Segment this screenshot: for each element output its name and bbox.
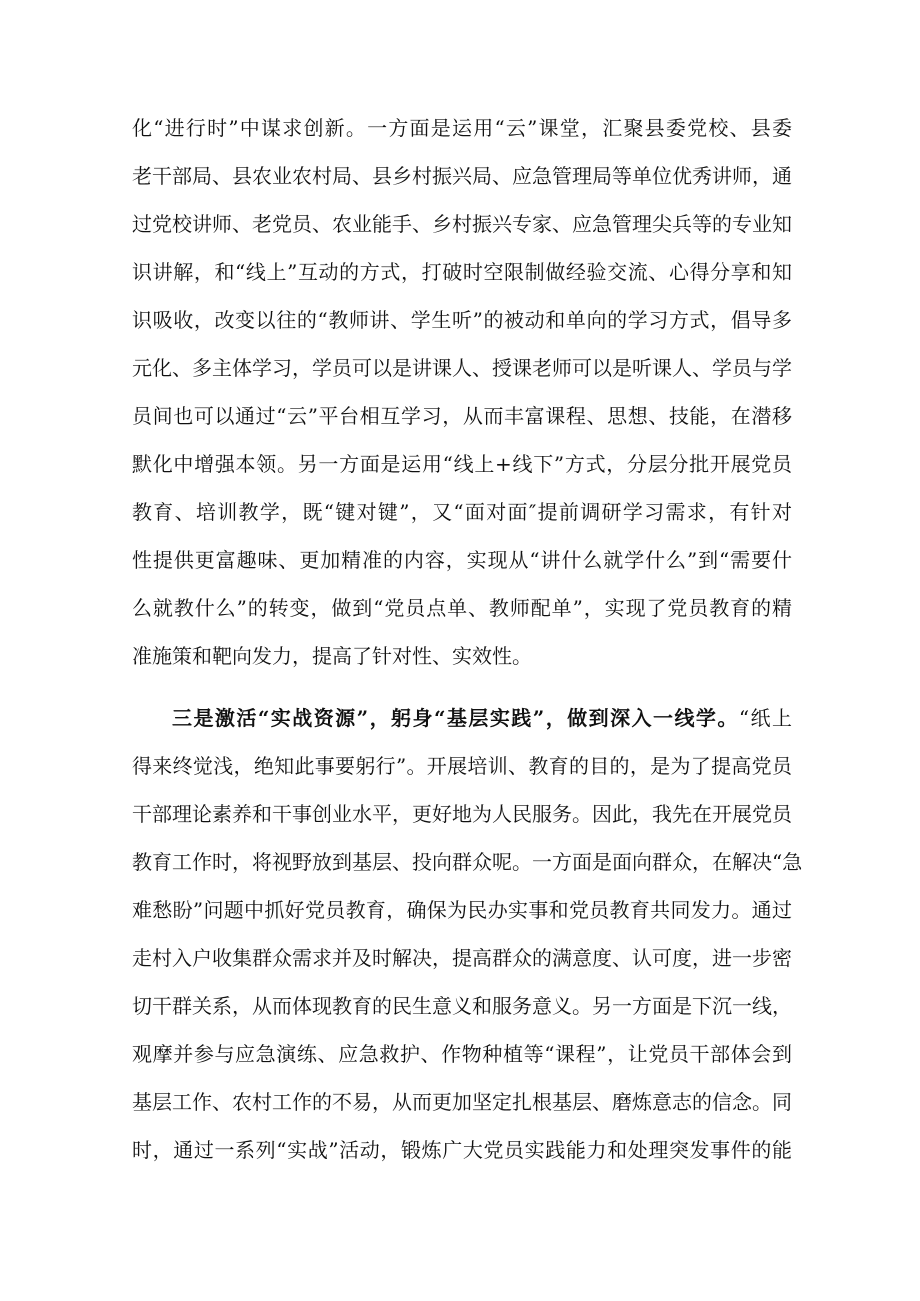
paragraph-line: 默化中增强本领。另一方面是运用“线上+线下”方式，分层分批开展党员	[132, 452, 792, 476]
paragraph-line: 员间也可以通过“云”平台相互学习，从而丰富课程、思想、技能，在潜移	[132, 404, 792, 428]
paragraph-line: 准施策和靶向发力，提高了针对性、实效性。	[132, 644, 532, 668]
paragraph-line: 识讲解，和“线上”互动的方式，打破时空限制做经验交流、心得分享和知	[132, 260, 792, 284]
paragraph-line: 基层工作、农村工作的不易，从而更加坚定扎根基层、磨炼意志的信念。同	[132, 1090, 792, 1114]
paragraph-line: 识吸收，改变以往的“教师讲、学生听”的被动和单向的学习方式，倡导多	[132, 308, 792, 332]
paragraph-line: 时，通过一系列“实战”活动，锻炼广大党员实践能力和处理突发事件的能	[132, 1138, 792, 1162]
paragraph-line: 么就教什么”的转变，做到“党员点单、教师配单”，实现了党员教育的精	[132, 596, 792, 620]
paragraph-line: 性提供更富趣味、更加精准的内容，实现从“讲什么就学什么”到“需要什	[132, 548, 792, 572]
paragraph-first-line	[172, 698, 792, 738]
paragraph-line: 教育、培训教学，既“键对键”，又“面对面″提前调研学习需求，有针对	[132, 500, 792, 524]
paragraph-line: 走村入户收集群众需求并及时解决，提高群众的满意度、认可度，进一步密	[132, 946, 792, 970]
paragraph-line: 干部理论素养和干事创业水平，更好地为人民服务。因此，我先在开展党员	[132, 802, 792, 826]
paragraph-line: 化“进行时”中谋求创新。一方面是运用“云”课堂，汇聚县委党校、县委	[132, 116, 792, 140]
paragraph-line: 过党校讲师、老党员、农业能手、乡村振兴专家、应急管理尖兵等的专业知	[132, 212, 792, 236]
paragraph-line: 元化、多主体学习，学员可以是讲课人、授课老师可以是听课人、学员与学	[132, 356, 792, 380]
paragraph-line-rest: “纸上	[738, 706, 793, 730]
paragraph-line: 教育工作时，将视野放到基层、投向群众呢。一方面是面向群众，在解决“急	[132, 850, 803, 874]
paragraph-line: 老干部局、县农业农村局、县乡村振兴局、应急管理局等单位优秀讲师，通	[132, 164, 792, 188]
paragraph-line: 得来终觉浅，绝知此事要躬行”。开展培训、教育的目的，是为了提高党员	[132, 754, 792, 778]
paragraph-line: 观摩并参与应急演练、应急救护、作物种植等“课程”，让党员干部体会到	[132, 1042, 792, 1066]
paragraph-line: 难愁盼”问题中抓好党员教育，确保为民办实事和党员教育共同发力。通过	[132, 898, 792, 922]
section-heading: 三是激活“实战资源”，躬身“基层实践”，做到深入一线学。	[172, 706, 739, 730]
paragraph-line: 切干群关系，从而体现教育的民生意义和服务意义。另一方面是下沉一线，	[132, 994, 792, 1018]
